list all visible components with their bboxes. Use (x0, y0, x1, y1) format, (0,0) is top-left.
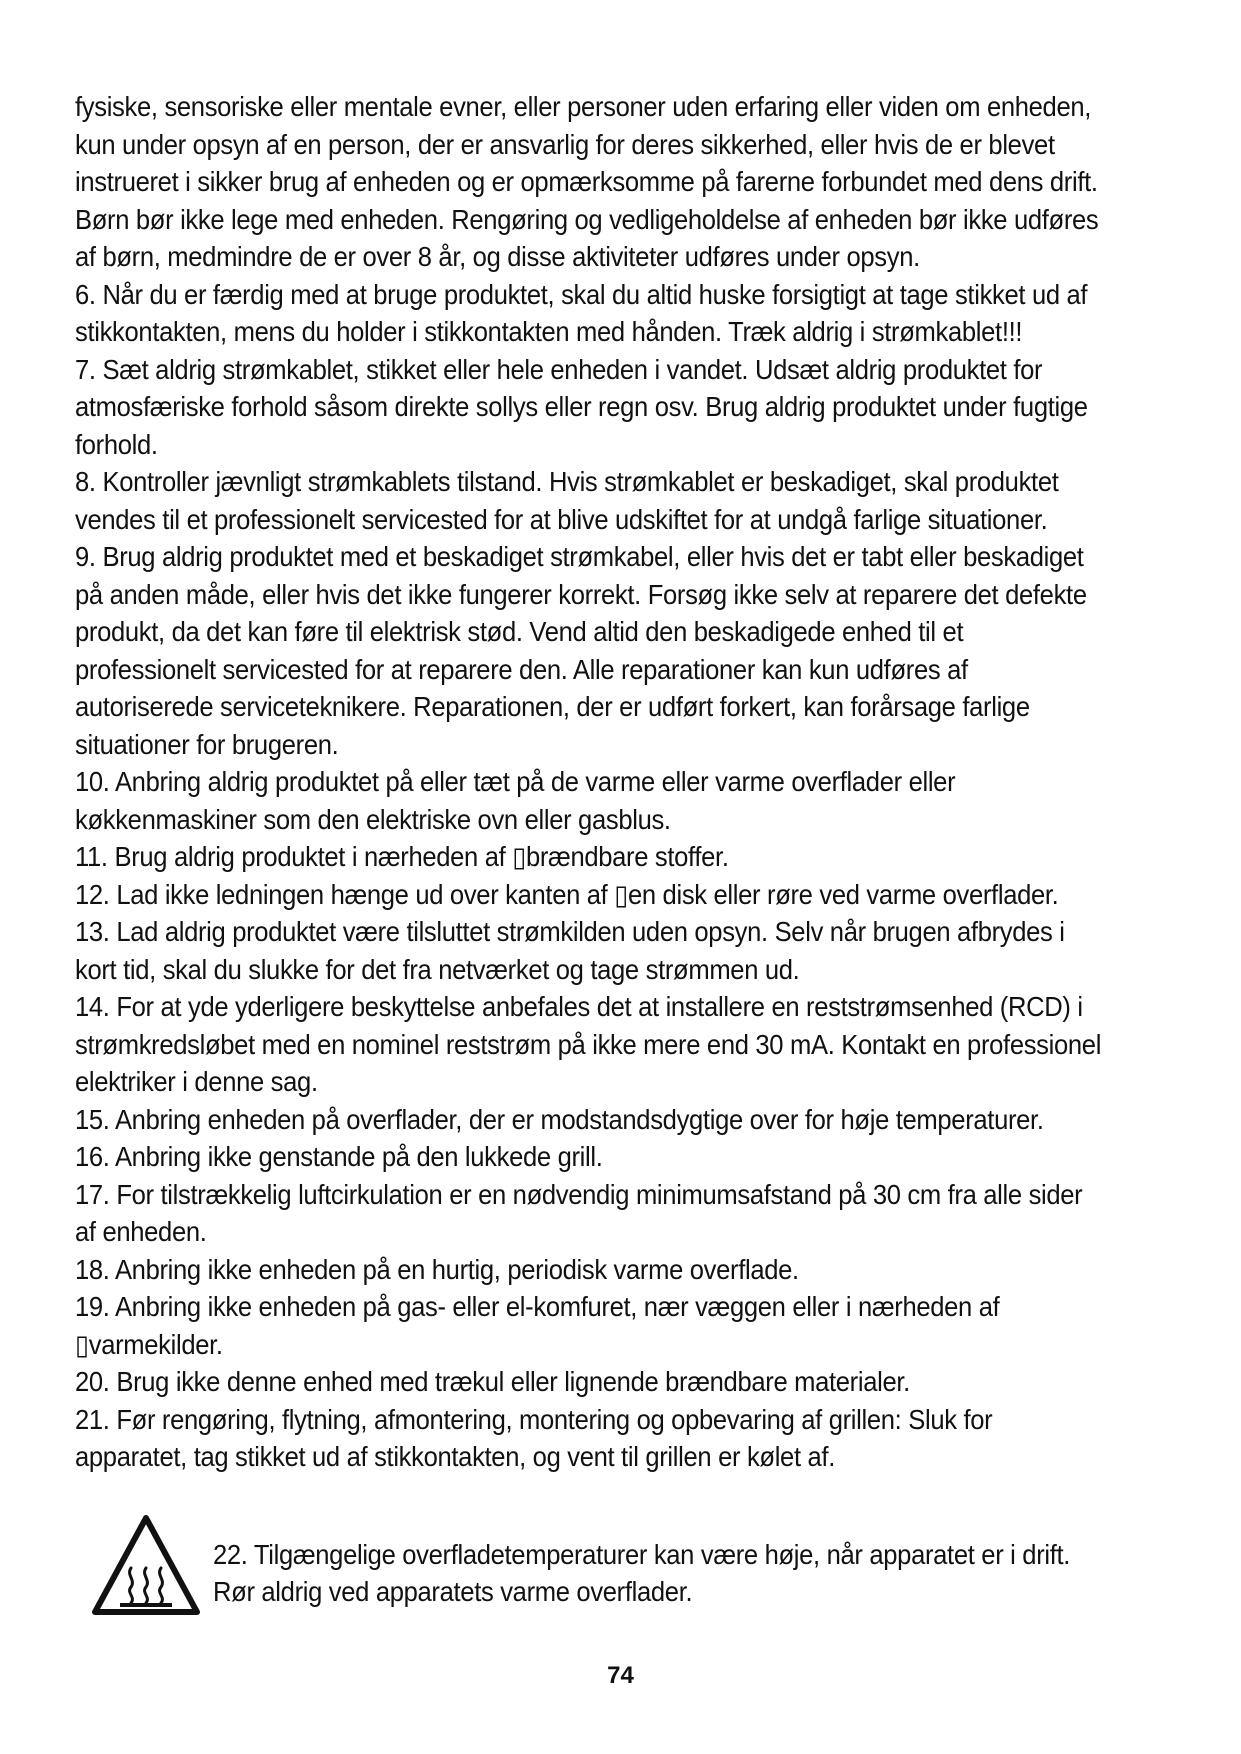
paragraph-intro: fysiske, sensoriske eller mentale evner, eller personer uden erfaring eller viden om enheden, kun under opsyn af en person, der er ansvarlig for deres sikkerhed, eller hvis de er blevet instrueret i sikker brug af enheden og er opmærksomme på farerne forbundet med dens drift. Børn bør ikke lege med enheden. Rengøring og vedligeholdelse af enheden bør ikke udføres af børn, medmindre de er over 8 år, og disse aktiviteter udføres under opsyn. (75, 91, 1099, 272)
instruction-22: 22. Tilgængelige overfladetemperaturer kan være høje, når apparatet er i drift. Rør aldrig ved apparatets varme overflader. (213, 1538, 1071, 1607)
page-number: 74 (607, 1662, 634, 1689)
instruction-9: 9. Brug aldrig produktet med et beskadiget strømkabel, eller hvis det er tabt eller beskadiget på anden måde, eller hvis det ikke fungerer korrekt. Forsøg ikke selv at reparere det defekte produkt, da det kan føre til elektrisk stød. Vend altid den beskadigede enhed til et professionelt servicested for at reparere den. Alle reparationer kan kun udføres af autoriserede serviceteknikere. Reparationen, der er udført forkert, kan forårsage farlige situationer for brugeren. (75, 541, 1087, 760)
instruction-15: 15. Anbring enheden på overflader, der er modstandsdygtige over for høje temperaturer. (75, 1103, 1044, 1135)
instruction-18: 18. Anbring ikke enheden på en hurtig, periodisk varme overflade. (75, 1253, 799, 1285)
instruction-13: 13. Lad aldrig produktet være tilsluttet strømkilden uden opsyn. Selv når brugen afbrydes i kort tid, skal du slukke for det fra netværket og tage strømmen ud. (75, 916, 1065, 985)
instruction-6: 6. Når du er færdig med at bruge produktet, skal du altid huske forsigtigt at tage stikket ud af stikkontakten, mens du holder i stikkontakten med hånden. Træk aldrig i strømkablet!!! (75, 278, 1088, 347)
hot-surface-warning (90, 1513, 1150, 1633)
hot-surface-warning-icon (90, 1513, 202, 1617)
instruction-20: 20. Brug ikke denne enhed med trækul eller lignende brændbare materialer. (75, 1366, 910, 1397)
instruction-10: 10. Anbring aldrig produktet på eller tæt på de varme eller varme overflader eller køkkenmaskiner som den elektriske ovn eller gasblus. (75, 766, 956, 835)
instruction-12: 12. Lad ikke ledningen hænge ud over kanten af ▯en disk eller røre ved varme overflader. (75, 878, 1059, 910)
instruction-16: 16. Anbring ikke genstande på den lukkede grill. (75, 1141, 603, 1172)
instruction-11: 11. Brug aldrig produktet i nærheden af ▯brændbare stoffer. (75, 841, 729, 872)
safety-instructions (75, 88, 1103, 1476)
instruction-8: 8. Kontroller jævnligt strømkablets tilstand. Hvis strømkablet er beskadiget, skal produktet vendes til et professionelt servicested for at blive udskiftet for at undgå farlige situationer. (75, 466, 1059, 535)
instruction-21: 21. Før rengøring, flytning, afmontering, montering og opbevaring af grillen: Sluk for apparatet, tag stikket ud af stikkontakten, og vent til grillen er kølet af. (75, 1403, 993, 1472)
instruction-7: 7. Sæt aldrig strømkablet, stikket eller hele enheden i vandet. Udsæt aldrig produktet for atmosfæriske forhold såsom direkte sollys eller regn osv. Brug aldrig produktet under fugtige forhold. (75, 353, 1088, 460)
instruction-19: 19. Anbring ikke enheden på gas- eller el-komfuret, nær væggen eller i nærheden af ▯varmekilder. (75, 1291, 1000, 1360)
instruction-17: 17. For tilstrækkelig luftcirkulation er en nødvendig minimumsafstand på 30 cm fra alle sider af enheden. (75, 1178, 1083, 1247)
instruction-14: 14. For at yde yderligere beskyttelse anbefales det at installere en reststrømsenhed (RCD) i strømkredsløbet med en nominel reststrøm på ikke mere end 30 mA. Kontakt en professionel elektriker i denne sag. (75, 991, 1102, 1097)
